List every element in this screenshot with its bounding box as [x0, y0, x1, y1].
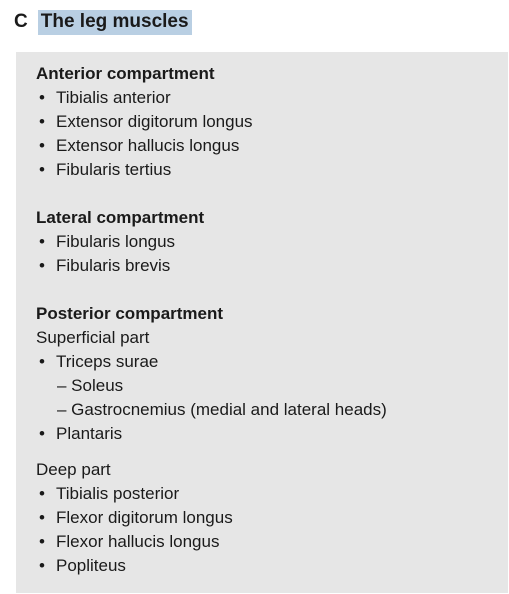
anterior-compartment-section	[36, 62, 253, 182]
list-item: • Extensor hallucis longus	[36, 134, 253, 158]
lateral-compartment-section	[36, 206, 204, 278]
deep-muscle-list	[36, 482, 387, 578]
superficial-muscle-list	[36, 350, 387, 446]
figure-title: The leg muscles	[38, 10, 192, 35]
deep-part-label: Deep part	[36, 460, 111, 479]
posterior-compartment-section	[36, 302, 387, 578]
lateral-muscle-list	[36, 230, 204, 278]
list-item: • Triceps surae	[36, 350, 387, 374]
list-item: • Flexor hallucis longus	[36, 530, 387, 554]
list-item: • Fibularis brevis	[36, 254, 204, 278]
sub-list-item: – Gastrocnemius (medial and lateral heads)	[57, 400, 387, 419]
figure-header	[14, 8, 192, 36]
list-item: • Tibialis anterior	[36, 86, 253, 110]
muscle-list-panel	[16, 52, 508, 593]
list-item: • Popliteus	[36, 554, 387, 578]
posterior-compartment-title: Posterior compartment	[36, 304, 224, 323]
figure-letter: C	[14, 11, 28, 32]
list-item: • Flexor digitorum longus	[36, 506, 387, 530]
list-item: • Extensor digitorum longus	[36, 110, 253, 134]
list-item: • Tibialis posterior	[36, 482, 387, 506]
anterior-compartment-title: Anterior compartment	[36, 64, 215, 83]
list-item: • Fibularis longus	[36, 230, 204, 254]
superficial-part-label: Superficial part	[36, 328, 150, 347]
lateral-compartment-title: Lateral compartment	[36, 208, 205, 227]
sub-list-item: – Soleus	[57, 376, 124, 395]
anterior-muscle-list	[36, 86, 253, 182]
list-item: • Plantaris	[36, 422, 387, 446]
list-item: • Fibularis tertius	[36, 158, 253, 182]
